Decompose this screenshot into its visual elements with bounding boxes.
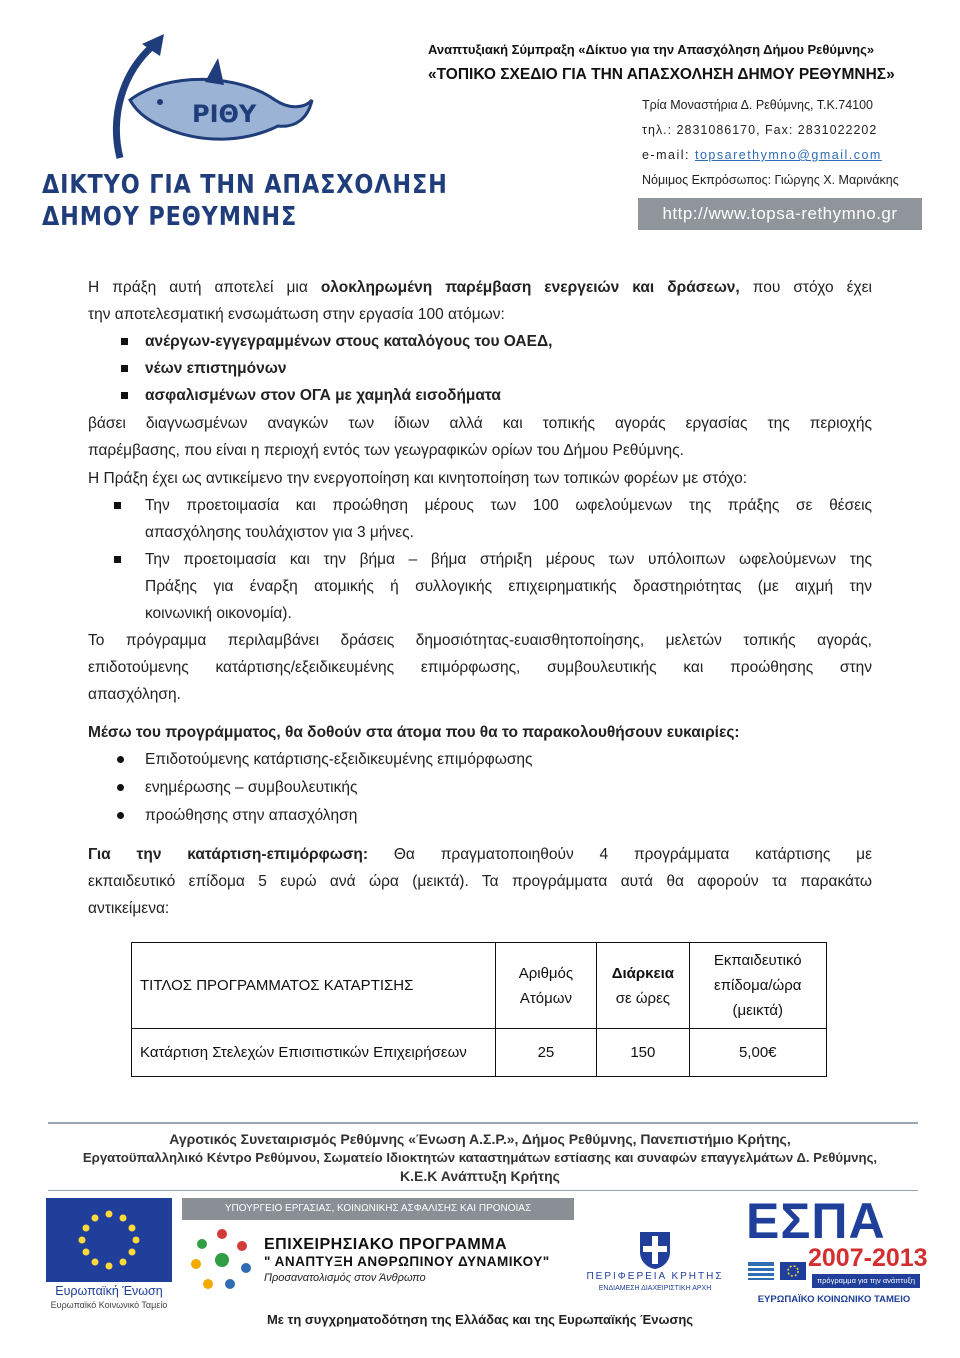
eu-flag-icon (46, 1198, 172, 1282)
goal-1-line-1: Την προετοιμασία και προώθηση μέρους των 100 ωφελούμενων της πράξης σε θέσεις (145, 497, 872, 514)
op-subtitle: " ΑΝΑΠΤΥΞΗ ΑΝΘΡΩΠΙΝΟΥ ΔΥΝΑΜΙΚΟΥ" (264, 1254, 550, 1269)
partners-line-3: Κ.Ε.Κ Ανάπτυξη Κρήτης (400, 1168, 560, 1184)
footer-divider (48, 1122, 918, 1124)
row-hours-cell: 150 (597, 1029, 689, 1077)
opportunity-3: προώθησης στην απασχόληση (145, 807, 358, 824)
training-label: Για την κατάρτιση-επιμόρφωση: (88, 846, 369, 863)
training-line-2: εκπαιδευτικό επίδομα 5 ευρώ ανά ώρα (μεικτά). Τα προγράμματα αυτά θα αφορούν τα παρακάτω (88, 873, 872, 890)
greek-emblem-icon (634, 1228, 676, 1270)
target-group-1: ανέργων-εγγεγραμμένων στους καταλόγους του ΟΑΕΔ, (145, 333, 553, 350)
round-bullet-icon (117, 756, 124, 763)
espa-title: ΕΣΠΑ (746, 1193, 886, 1249)
training-text: Θα πραγματοποιηθούν 4 προγράμματα κατάρτισης με (368, 846, 872, 863)
partners-line-2: Εργατοϋπαλληλικό Κέντρο Ρεθύμνου, Σωματείο Ιδιοκτητών καταστημάτων εστίασης και συναφών επαγγελμάτων Δ. Ρεθύμνης, (82, 1150, 878, 1165)
training-line-3: αντικείμενα: (88, 900, 170, 917)
espa-fund: ΕΥΡΩΠΑΪΚΟ ΚΟΙΝΩΝΙΚΟ ΤΑΜΕΙΟ (757, 1294, 911, 1305)
partnership-name: Αναπτυξιακή Σύμπραξη «Δίκτυο για την Απασχόληση Δήμου Ρεθύμνης» (428, 42, 875, 57)
opportunity-1: Επιδοτούμενης κατάρτισης-εξειδικευμένης επιμόρφωσης (145, 751, 533, 768)
goal-2-line-2: Πράξης για έναρξη ατομικής ή συλλογικής επιχειρηματικής δραστηριότητας (με αιχμή την (145, 578, 872, 595)
flags-icon (748, 1262, 808, 1290)
intro-paragraph (88, 274, 872, 301)
square-bullet-icon (114, 502, 121, 509)
row-people-cell: 25 (495, 1029, 597, 1077)
plan-title: «ΤΟΠΙΚΟ ΣΧΕΔΙΟ ΓΙΑ ΤΗΝ ΑΠΑΣΧΟΛΗΣΗ ΔΗΜΟΥ ΡΕΘΥΜΝΗΣ» (428, 66, 895, 83)
ministry-banner: ΥΠΟΥΡΓΕΙΟ ΕΡΓΑΣΙΑΣ, ΚΟΙΝΩΝΙΚΗΣ ΑΣΦΑΛΙΣΗΣ ΚΑΙ ΠΡΟΝΟΙΑΣ (182, 1198, 574, 1220)
table-row (132, 1029, 827, 1077)
region-name: ΠΕΡΙΦΕΡΕΙΑ ΚΡΗΤΗΣ (586, 1271, 724, 1282)
intro-line-2: την αποτελεσματική ενσωμάτωση στην εργασία 100 ατόμων: (88, 306, 505, 323)
op-title: ΕΠΙΧΕΙΡΗΣΙΑΚΟ ΠΡΟΓΡΑΜΜΑ (264, 1236, 508, 1253)
target-group-2: νέων επιστημόνων (145, 360, 287, 377)
phone-fax: τηλ.: 2831086170, Fax: 2831022202 (642, 123, 878, 137)
program-line-2: επιδοτούμενης κατάρτισης/εξειδικευμένης επιμόρφωσης, συμβουλευτικής και προώθησης στην (88, 659, 872, 676)
operational-programme-emblem-icon (186, 1224, 258, 1296)
espa-slogan: πρόγραμμα για την ανάπτυξη (812, 1274, 920, 1288)
goal-2-line-3: κοινωνική οικονομία). (145, 605, 292, 622)
dolphin-arrow-icon (100, 30, 330, 170)
logo-line-1: ΔΙΚΤΥΟ ΓΙΑ ΤΗΝ ΑΠΑΣΧΟΛΗΣΗ (42, 170, 448, 200)
header-people-line-1: Αριθμός (518, 964, 574, 982)
target-group-3: ασφαλισμένων στον ΟΓΑ με χαμηλά εισοδήματα (145, 387, 501, 404)
eu-name: Ευρωπαϊκή Ένωση (55, 1284, 163, 1298)
organization-logo (40, 30, 448, 240)
round-bullet-icon (117, 784, 124, 791)
intro-post: που στόχο έχει (739, 279, 873, 296)
program-line-1: Το πρόγραμμα περιλαμβάνει δράσεις δημοσιότητας-ευαισθητοποίησης, μελετών τοπικής αγοράς, (88, 632, 872, 649)
square-bullet-icon (121, 338, 128, 345)
header-allowance-line-1: Εκπαιδευτικό (713, 952, 802, 969)
op-motto: Προσανατολισμός στον Άνθρωπο (264, 1272, 426, 1284)
header-people-line-2: Ατόμων (519, 989, 572, 1007)
espa-years: 2007-2013 (808, 1244, 928, 1272)
header-allowance-line-3: (μεικτά) (732, 1002, 784, 1019)
needs-line-2: παρέμβασης, που είναι η περιοχή εντός των γεωγραφικών ορίων του Δήμου Ρεθύμνης. (88, 442, 684, 459)
round-bullet-icon (117, 812, 124, 819)
training-programs-table (131, 942, 827, 1077)
header-duration-line-1: Διάρκεια (611, 964, 675, 982)
objective-line: Η Πράξη έχει ως αντικείμενο την ενεργοποίηση και κινητοποίηση των τοπικών φορέων με στόχο: (88, 470, 748, 487)
logo-mark-text: ΡΙΘΥ (192, 100, 257, 128)
website-link[interactable]: http://www.topsa-rethymno.gr (638, 198, 922, 230)
header-people-cell (495, 943, 597, 1029)
address: Τρία Μοναστήρια Δ. Ρεθύμνης, Τ.Κ.74100 (642, 98, 874, 112)
row-allowance-cell: 5,00€ (689, 1029, 827, 1077)
needs-line-1: βάσει διαγνωσμένων αναγκών των ίδιων αλλά και τοπικής αγοράς εργασίας της περιοχής (88, 415, 872, 432)
email-line (642, 148, 882, 162)
eu-logo (42, 1198, 176, 1310)
region-crete-logo (582, 1228, 728, 1298)
footer-divider (48, 1190, 918, 1191)
goal-2-line-1: Την προετοιμασία και την βήμα – βήμα στήριξη μέρους των υπόλοιπων ωφελούμενων της (145, 551, 872, 568)
goal-1-line-2: απασχόλησης τουλάχιστον για 3 μήνες. (145, 524, 414, 541)
header-allowance-cell (689, 943, 827, 1029)
email-link[interactable]: topsarethymno@gmail.com (695, 148, 882, 162)
eu-fund: Ευρωπαϊκό Κοινωνικό Ταμείο (50, 1300, 168, 1310)
intro-pre: Η πράξη αυτή αποτελεί μια (88, 279, 321, 296)
header-duration-cell (597, 943, 689, 1029)
opportunities-heading: Μέσω του προγράμματος, θα δοθούν στα άτομα που θα το παρακολουθήσουν ευκαιρίες: (88, 724, 740, 741)
partners-line-1: Αγροτικός Συνεταιρισμός Ρεθύμνης «Ένωση Α.Σ.Ρ.», Δήμος Ρεθύμνης, Πανεπιστήμιο Κρήτης, (169, 1131, 791, 1147)
cofunding-statement: Με τη συγχρηματοδότηση της Ελλάδας και της Ευρωπαϊκής Ένωσης (266, 1312, 694, 1327)
square-bullet-icon (121, 365, 128, 372)
header-allowance-line-2: επίδομα/ώρα (714, 977, 802, 994)
email-label: e-mail: (642, 148, 691, 162)
region-authority: ΕΝΔΙΑΜΕΣΗ ΔΙΑΧΕΙΡΙΣΤΙΚΗ ΑΡΧΗ (598, 1285, 712, 1292)
training-line-1 (88, 841, 872, 868)
square-bullet-icon (114, 556, 121, 563)
table-header-row (132, 943, 827, 1029)
row-title-cell: Κατάρτιση Στελεχών Επισιτιστικών Επιχειρήσεων (132, 1029, 496, 1077)
intro-bold: ολοκληρωμένη παρέμβαση ενεργειών και δράσεων, (320, 279, 740, 296)
espa-logo (742, 1193, 928, 1308)
opportunity-2: ενημέρωσης – συμβουλευτικής (145, 779, 358, 796)
square-bullet-icon (121, 392, 128, 399)
header-duration-line-2: σε ώρες (615, 989, 670, 1007)
legal-representative: Νόμιμος Εκπρόσωπος: Γιώργης Χ. Μαρινάκης (642, 173, 899, 187)
logo-line-2: ΔΗΜΟΥ ΡΕΘΥΜΝΗΣ (42, 202, 298, 232)
header-title-cell: ΤΙΤΛΟΣ ΠΡΟΓΡΑΜΜΑΤΟΣ ΚΑΤΑΡΤΙΣΗΣ (132, 943, 496, 1029)
program-line-3: απασχόληση. (88, 686, 181, 703)
